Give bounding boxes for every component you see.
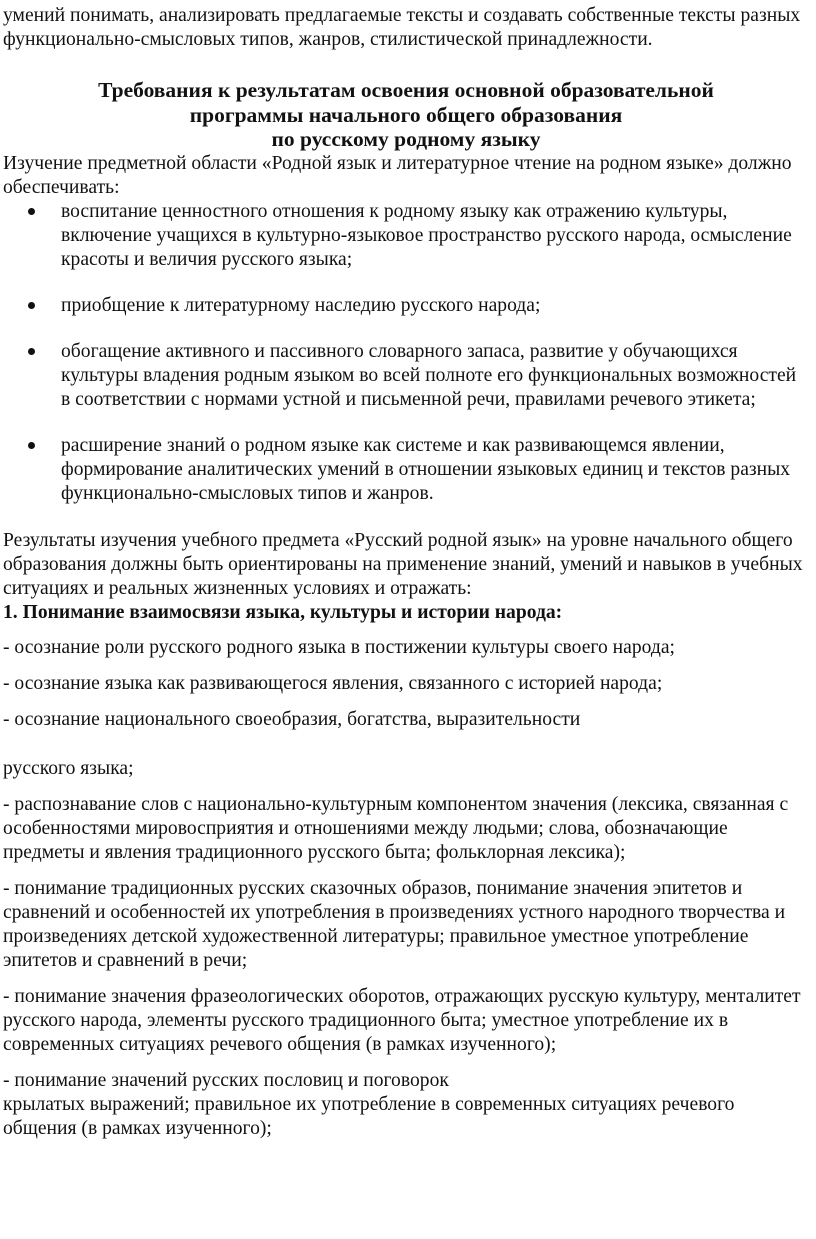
list-item: - распознавание слов с национально-культурным компонентом значения (лексика, связанная с особенностями мировосприятия и отношениями между людьми; слова, обозначающие предметы и явления традиционного русского быта; фольклорная лексика); [3,793,789,863]
bullet-text: воспитание ценностного отношения к родному языку как отражению культуры, включение учащихся в культурно-языковое пространство русского народа, осмысление красоты и величия русского языка; [61,200,792,270]
document-page [3,4,809,1141]
bullet-text: расширение знаний о родном языке как системе и как развивающемся явлении, формирование аналитических умений в отношении языковых единиц и текстов разных функционально-смысловых типов и жанров. [61,434,791,504]
bullet-icon [28,208,35,215]
results-intro-paragraph: Результаты изучения учебного предмета «Русский родной язык» на уровне начального общего образования должны быть ориентированы на применение знаний, умений и навыков в учебных ситуациях и реальных жизненных условиях и отражать: [3,529,803,599]
list-item-continuation: русского языка; [3,757,134,779]
requirements-bullet-list [3,200,809,506]
bullet-item [3,340,809,412]
bullet-icon [28,302,35,309]
bullet-icon [28,442,35,449]
bullet-text: приобщение к литературному наследию русского народа; [61,294,541,316]
heading-line-1: Требования к результатам освоения основной образовательной [98,78,714,102]
section-1-title: 1. Понимание взаимосвязи языка, культуры и истории народа: [3,601,563,623]
list-item: - понимание значений русских пословиц и поговорок [3,1069,449,1091]
section-heading [3,78,809,152]
bullet-item [3,200,809,272]
study-intro-paragraph: Изучение предметной области «Родной язык и литературное чтение на родном языке» должно обеспечивать: [3,152,792,198]
bullet-icon [28,348,35,355]
intro-paragraph: умений понимать, анализировать предлагаемые тексты и создавать собственные тексты разных функционально-смысловых типов, жанров, стилистической принадлежности. [3,5,801,50]
bullet-item [3,294,809,318]
bullet-item [3,434,809,506]
list-item: - понимание традиционных русских сказочных образов, понимание значения эпитетов и сравнений и особенностей их употребления в произведениях устного народного творчества и произведениях детской художественной литературы; правильное уместное употребление эпитетов и сравнений в речи; [3,877,786,971]
list-item-continuation: крылатых выражений; правильное их употребление в современных ситуациях речевого общения (в рамках изученного); [3,1093,735,1139]
heading-line-3: по русскому родному языку [271,127,541,151]
list-item: - осознание национального своеобразия, богатства, выразительности [3,708,581,730]
list-item: - осознание языка как развивающегося явления, связанного с историей народа; [3,672,663,694]
heading-line-2: программы начального общего образования [189,102,623,127]
bullet-text: обогащение активного и пассивного словарного запаса, развитие у обучающихся культуры владения родным языком во всей полноте его функциональных возможностей в соответствии с нормами устной и письменной речи, правилами речевого этикета; [61,340,797,410]
list-item: - осознание роли русского родного языка в постижении культуры своего народа; [3,636,675,658]
list-item: - понимание значения фразеологических оборотов, отражающих русскую культуру, менталитет русского народа, элементы русского традиционного быта; уместное употребление их в современных ситуациях речевого общения (в рамках изученного); [3,985,801,1055]
